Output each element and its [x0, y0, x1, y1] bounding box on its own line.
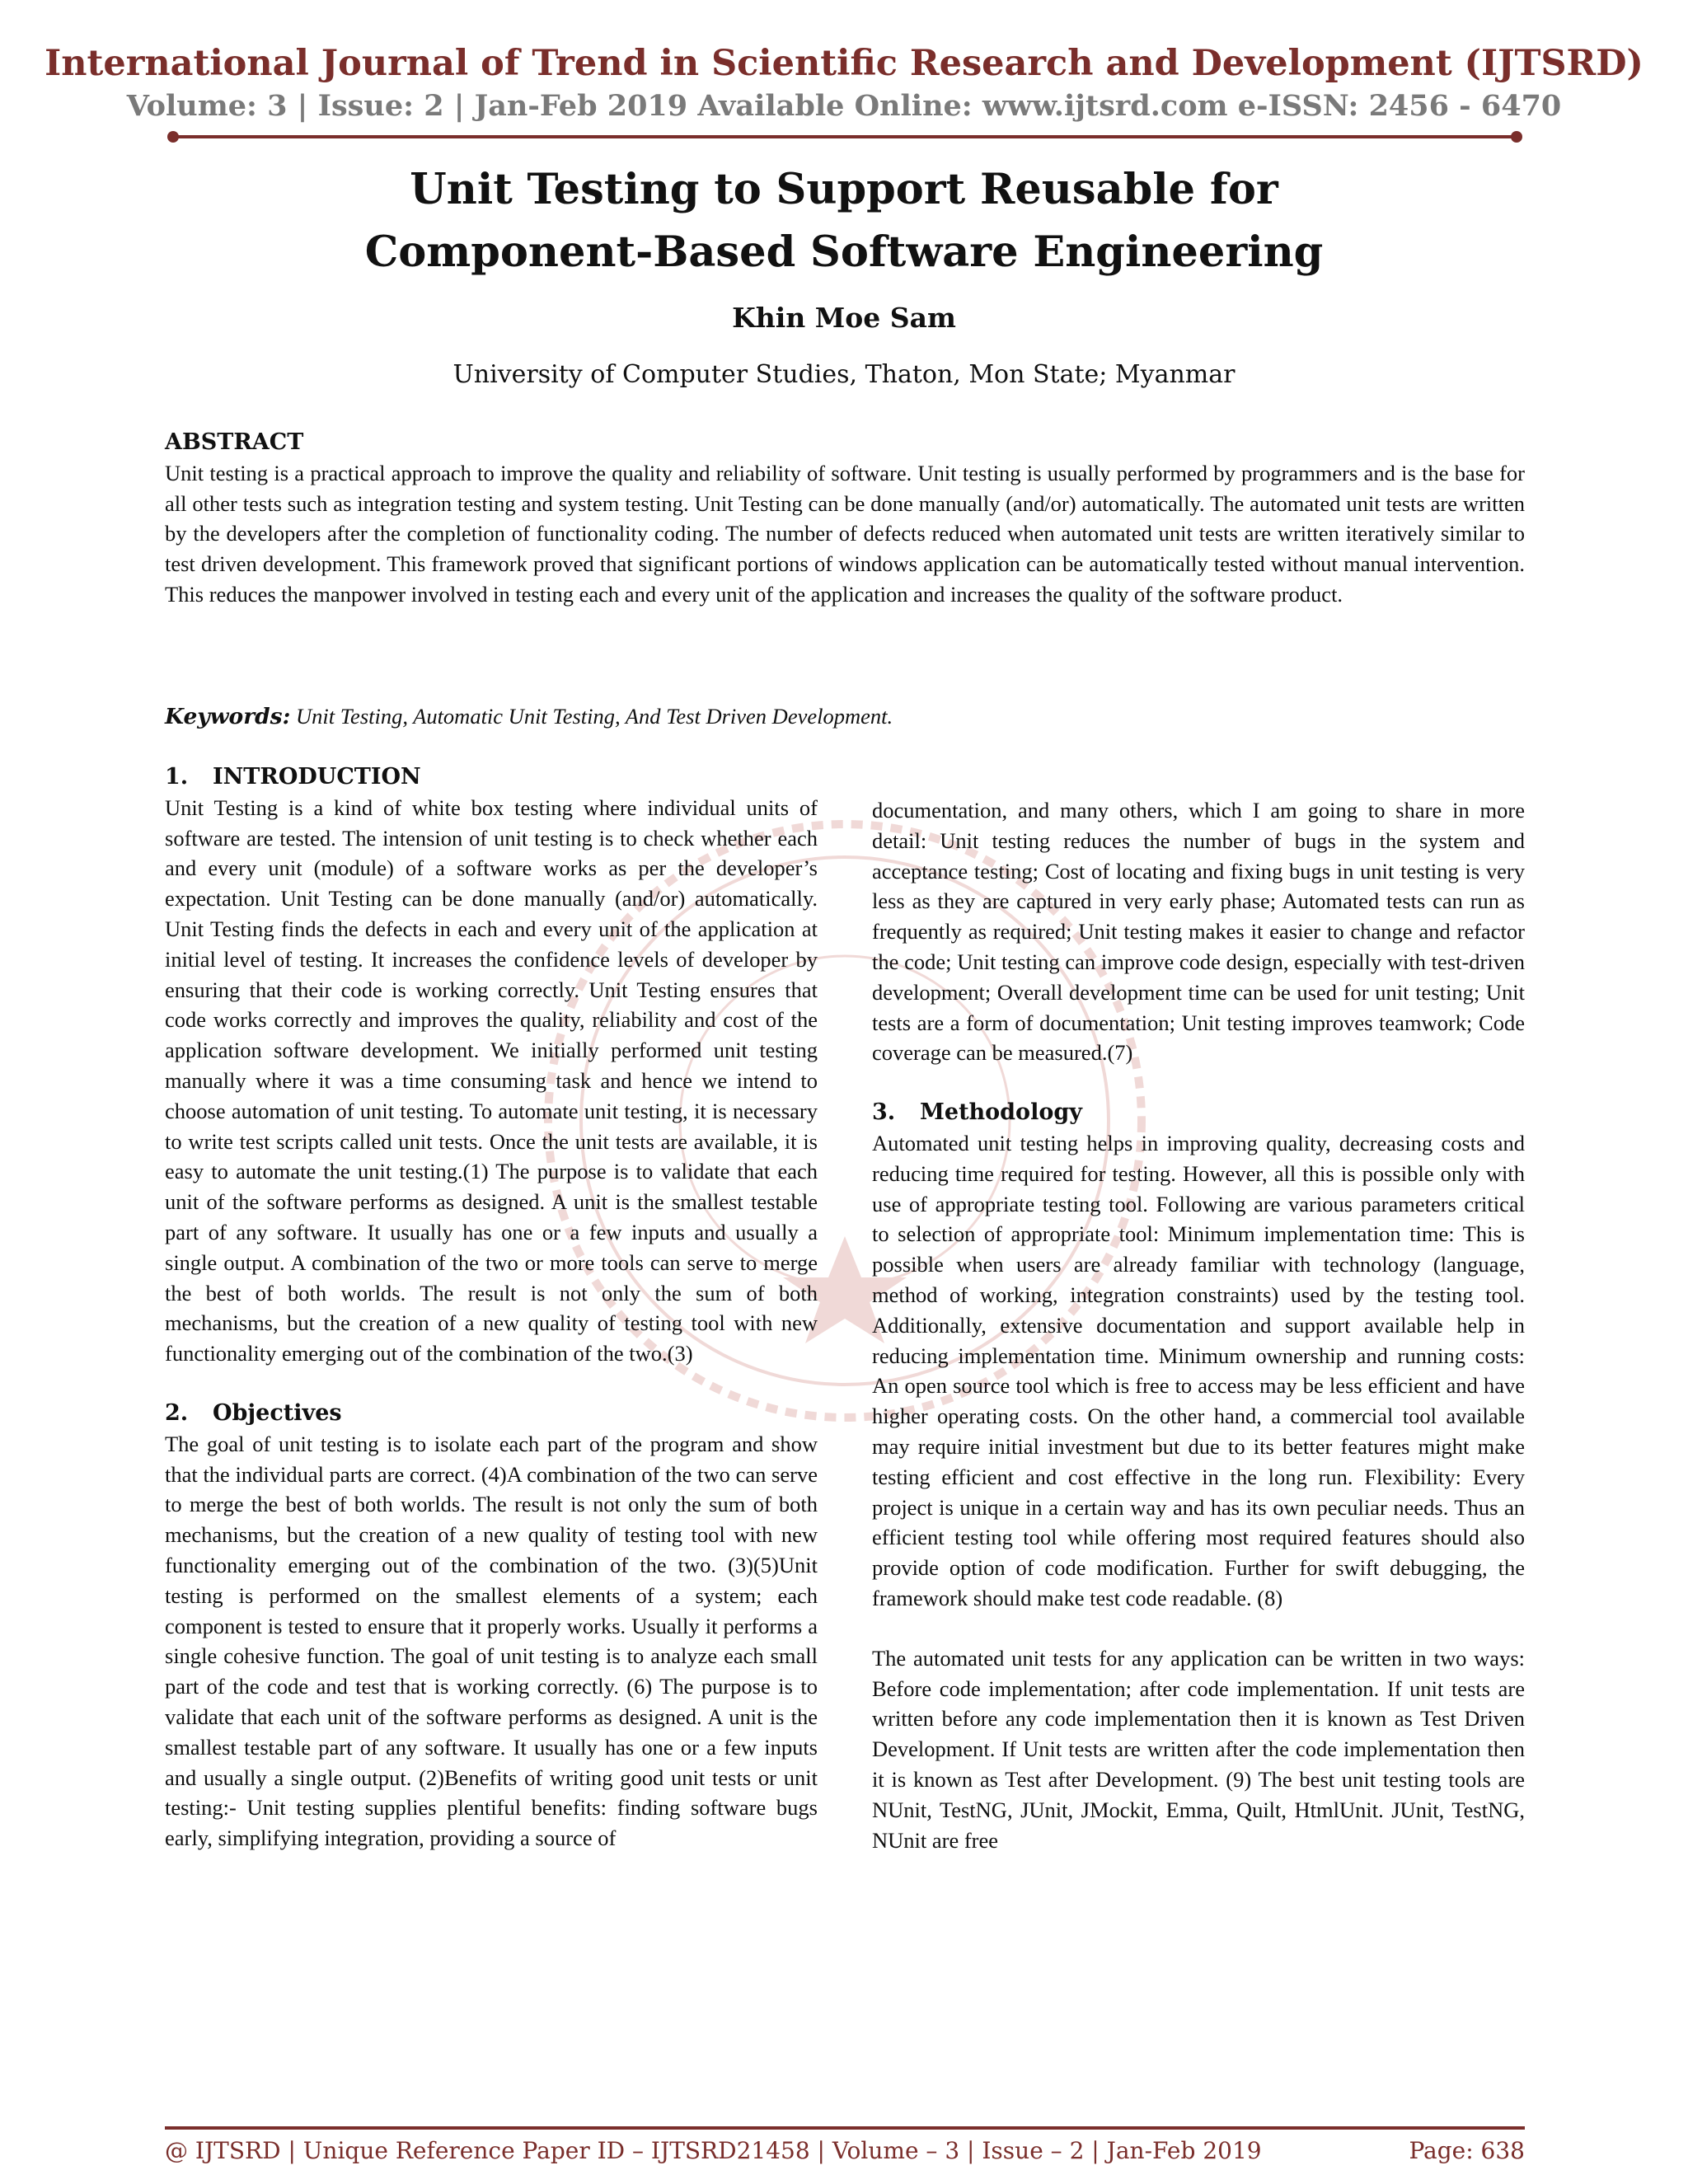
section-heading-introduction: [165, 762, 818, 793]
section-number: 1.: [165, 764, 189, 790]
paper-title-line-2: Component-Based Software Engineering: [364, 227, 1324, 277]
section-heading-objectives: [165, 1399, 818, 1429]
abstract-heading: ABSTRACT: [165, 429, 304, 455]
journal-info: Volume: 3 | Issue: 2 | Jan-Feb 2019 Available Online: www.ijtsrd.com e-ISSN: 2456 - 6470: [126, 89, 1562, 123]
objectives-text: The goal of unit testing is to isolate each part of the program and show that the individual parts are correct. (4)A combination of the two can serve to merge the best of both worlds. The result is not only the sum of both mechanisms, but the creation of a new quality of testing tool with new functionality emerging out of the combination of the two. (3)(5)Unit testing is performed on the smallest elements of a system; each component is tested to ensure that it properly works. Usually it performs a single cohesive function. The goal of unit testing is to analyze each small part of the code and test that is working correctly. (6) The purpose is to validate that each unit of the software performs as designed. A unit is the smallest testable part of any software. It usually has one or a few inputs and usually a single output. (2)Benefits of writing good unit tests or unit testing:- Unit testing supplies plentiful benefits: finding software bugs early, simplifying integration, providing a source of: [165, 1431, 818, 1851]
methodology-text-1: Automated unit testing helps in improving quality, decreasing costs and reducing time required for testing. However, all this is possible only with use of appropriate testing tool. Following are various parameters critical to selection of appropriate tool: Minimum implementation time: This is possible when users are already familiar with technology (language, method of working, integration constraints) used by the testing tool. Additionally, extensive documentation and support available help in reducing implementation time. Minimum ownership and running costs: An open source tool which is free to access may be less efficient and have higher operating costs. On the other hand, a commercial tool available may require initial investment but due to its better features might make testing efficient and cost effective in the long run. Flexibility: Every project is unique in a certain way and has its own peculiar needs. Thus an efficient testing tool while offering most required features should also provide option of code modification. Further for swift debugging, the framework should make test code readable. (8): [872, 1130, 1525, 1610]
footer-page-number: Page: 638: [1409, 2137, 1525, 2164]
paper-title: [0, 158, 1688, 284]
author-affiliation: University of Computer Studies, Thaton, Mon State; Myanmar: [452, 360, 1236, 389]
left-column: [165, 762, 818, 1854]
section-title: INTRODUCTION: [213, 764, 421, 790]
introduction-continuation-text: documentation, and many others, which I am going to share in more detail: Unit testing reduces the number of bugs in the system and acceptance testing; Cost of locating and fixing bugs in unit testing is very less as they are captured in very early phase; Automated tests can run as frequently as required; Unit testing makes it easier to change and refactor the code; Unit testing can improve code design, especially with test-driven development; Overall development time can be used for unit testing; Unit tests are a form of documentation; Unit testing improves teamwork; Code coverage can be measured.(7): [872, 798, 1525, 1066]
journal-title: International Journal of Trend in Scientific Research and Development (IJTSRD): [45, 43, 1643, 84]
section-title: Objectives: [213, 1399, 342, 1426]
footer-rule: [165, 2125, 1525, 2133]
keywords-text: Unit Testing, Automatic Unit Testing, And Test Driven Development.: [290, 704, 893, 729]
footer-reference: @ IJTSRD | Unique Reference Paper ID – IJTSRD21458 | Volume – 3 | Issue – 2 | Jan-Feb 2019: [165, 2137, 1262, 2164]
keywords: [165, 701, 1525, 733]
section-title: Methodology: [920, 1099, 1082, 1126]
keywords-label: Keywords:: [165, 704, 291, 729]
author-name: Khin Moe Sam: [732, 302, 956, 334]
right-column: [872, 795, 1525, 1855]
section-number: 3.: [872, 1099, 896, 1126]
paper-title-line-1: Unit Testing to Support Reusable for: [410, 165, 1278, 214]
methodology-text-2: The automated unit tests for any application can be written in two ways: Before code implementation; after code implementation. If unit tests are written before any code implementation then it is known as Test Driven Development. If Unit tests are written after the code implementation then it is known as Test after Development. (9) The best unit testing tools are NUnit, TestNG, JUnit, JMockit, Emma, Quilt, HtmlUnit. JUnit, TestNG, NUnit are free: [872, 1645, 1525, 1853]
abstract-text: Unit testing is a practical approach to improve the quality and reliability of software. Unit testing is usually performed by programmers and is the base for all other tests such as integration testing and system testing. Unit Testing can be done manually (and/or) automatically. The automated unit tests are written by the developers after the completion of functionality coding. The number of defects reduced when automated unit tests are written iteratively similar to test driven development. This framework proved that significant portions of windows application can be automatically tested without manual intervention. This reduces the manpower involved in testing each and every unit of the application and increases the quality of the software product.: [165, 460, 1525, 607]
header-rule: [165, 129, 1525, 145]
section-number: 2.: [165, 1399, 189, 1426]
introduction-text: Unit Testing is a kind of white box testing where individual units of software are tested. The intension of unit testing is to check whether each and every unit (module) of a software works as per the developer’s expectation. Unit Testing can be done manually (and/or) automatically. Unit Testing finds the defects in each and every unit of the application at initial level of testing. It increases the confidence levels of developer by ensuring that their code is working correctly. Unit Testing ensures that code works correctly and improves the quality, reliability and cost of the application software development. We initially performed unit testing manually where it was a time consuming task and hence we intend to choose automation of unit testing. To automate unit testing, it is necessary to write test scripts called unit tests. Once the unit tests are available, it is easy to automate the unit testing.(1) The purpose is to validate that each unit of the software performs as designed. A unit is the smallest testable part of any software. It usually has one or a few inputs and usually a single output. A combination of the two or more tools can serve to merge the best of both worlds. The result is not only the sum of both mechanisms, but the creation of a new quality of testing tool with new functionality emerging out of the combination of the two.(3): [165, 794, 818, 1366]
section-heading-methodology: [872, 1098, 1525, 1128]
abstract: [165, 428, 1525, 610]
